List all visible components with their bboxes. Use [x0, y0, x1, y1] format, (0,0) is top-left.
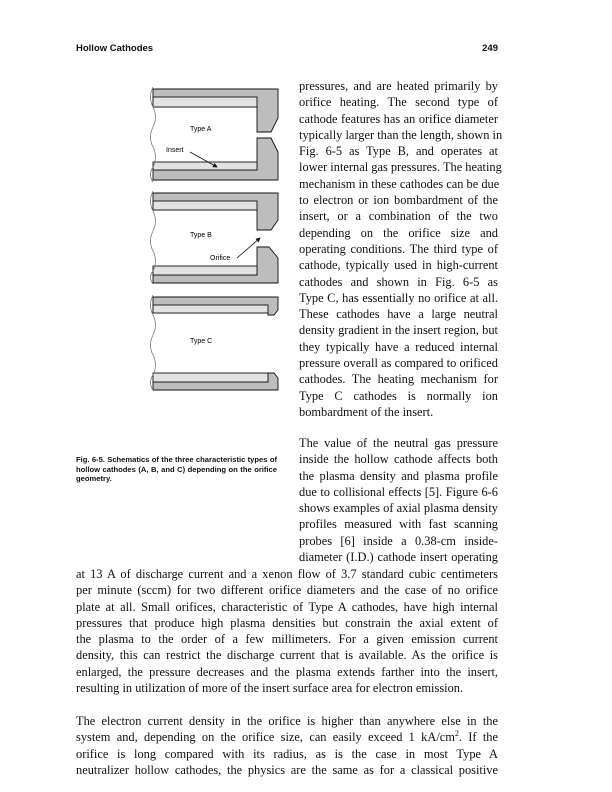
type-b-bottom-wall — [153, 247, 278, 283]
text-line: density, this can restrict the discharge current that is available. As the orifice is — [76, 648, 498, 663]
text-line: enlarged, the pressure decreases and the plasma extends farther into the insert, — [76, 664, 498, 679]
text-line: plate at all. Small orifices, characteristic of Type A cathodes, have high internal — [76, 599, 498, 614]
type-b-top-wall — [153, 193, 278, 230]
type-a-top-insert — [153, 97, 257, 107]
figure-caption: Fig. 6-5. Schematics of the three characteristic types of hollow cathodes (A, B, and C) depending on the orifice geometry. — [76, 455, 277, 484]
text-line: mechanism in these cathodes can be due — [299, 176, 500, 191]
label-insert: Insert — [166, 147, 184, 154]
right-column-para-2 — [299, 435, 498, 565]
page-number: 249 — [482, 43, 498, 54]
text-line: Fig. 6-5 as Type B, and operates at — [299, 144, 498, 159]
text-line: they typically have a reduced internal — [299, 339, 498, 354]
text-line: cathodes. The heating mechanism for — [299, 372, 498, 387]
type-c-bottom-insert — [153, 373, 268, 382]
text-line: pressures that produce high plasma densities but constrain the axial extent of — [76, 615, 498, 630]
text-line: inside the hollow cathode affects both — [299, 452, 498, 467]
orifice-arrow — [237, 238, 260, 258]
label-orifice: Orifice — [210, 255, 231, 262]
type-a-bottom-wall — [153, 138, 278, 180]
text-line: at 13 A of discharge current and a xenon flow of 3.7 standard cubic centimeters — [76, 567, 498, 581]
text-line: operating conditions. The third type of — [299, 241, 498, 256]
text-line: orifice heating. The second type of — [299, 95, 498, 110]
text-line: cathode features has an orifice diameter — [299, 111, 498, 126]
text-line: shows examples of axial plasma density — [299, 501, 498, 516]
text-line: neutralizer hollow cathodes, the physics are the same as for a classical positive — [76, 762, 498, 777]
text-line: the plasma to the order of a few millimeters. For a given emission current — [76, 632, 498, 647]
text-line: pressures, and are heated primarily by — [299, 79, 498, 93]
type-b-top-insert — [153, 201, 257, 210]
text-line: per minute (sccm) for two different orifice diameters and the case of no orifice — [76, 583, 498, 598]
text-line: depending on the orifice size and — [299, 225, 498, 240]
text-line: diameter (I.D.) cathode insert operating — [299, 550, 498, 565]
text-line: The electron current density in the orifice is higher than anywhere else in the — [76, 714, 498, 728]
text-line: system and, depending on the orifice size, can easily exceed 1 $kA/cm^2$. If the — [76, 729, 498, 745]
text-line: due to collisional effects [5]. Figure 6-6 — [299, 484, 498, 499]
text-line: to electron or ion bombardment of the — [299, 193, 498, 208]
text-line: cathodes and shown in Fig. 6-5 as — [299, 274, 498, 289]
text-line: typically larger than the length, shown in — [299, 127, 503, 142]
type-a-bottom-insert — [153, 162, 257, 170]
label-type-c: Type C — [190, 338, 213, 345]
full-width-para-2-continued — [76, 566, 498, 696]
type-a-top-wall — [153, 89, 278, 132]
running-header-title: Hollow Cathodes — [76, 43, 154, 54]
text-line: lower internal gas pressures. The heating — [299, 160, 502, 175]
text-line: probes [6] inside a 0.38-cm inside- — [299, 533, 498, 548]
text-line: resulting in utilization of more of the insert surface area for electron emission. — [76, 681, 464, 696]
text-line: These cathodes have a large neutral — [299, 307, 498, 322]
text-line: The value of the neutral gas pressure — [299, 436, 498, 450]
text-line: Type C cathodes is normally ion — [299, 388, 498, 403]
text-line: Type C, has essentially no orifice at all. — [299, 290, 498, 305]
text-line: bombardment of the insert. — [299, 404, 434, 419]
full-width-para-3 — [76, 713, 498, 778]
cathode-schematic-figure — [130, 70, 290, 400]
text-line: cathode, typically used in high-current — [299, 258, 498, 273]
text-line: profiles measured with fast scanning — [299, 517, 498, 532]
text-line: density gradient in the insert region, but — [299, 323, 498, 338]
text-line: the plasma density and plasma profile — [299, 468, 498, 483]
type-c-top-insert — [153, 305, 268, 313]
text-line: insert, or a combination of the two — [299, 209, 498, 224]
label-type-a: Type A — [190, 126, 212, 133]
right-column-para-1 — [299, 78, 503, 420]
text-line: pressure overall as compared to orificed — [299, 356, 498, 371]
label-type-b: Type B — [190, 232, 212, 239]
type-b-bottom-insert — [153, 266, 257, 275]
text-line: orifice is long compared with its radius, as is the case in most Type A — [76, 746, 498, 761]
